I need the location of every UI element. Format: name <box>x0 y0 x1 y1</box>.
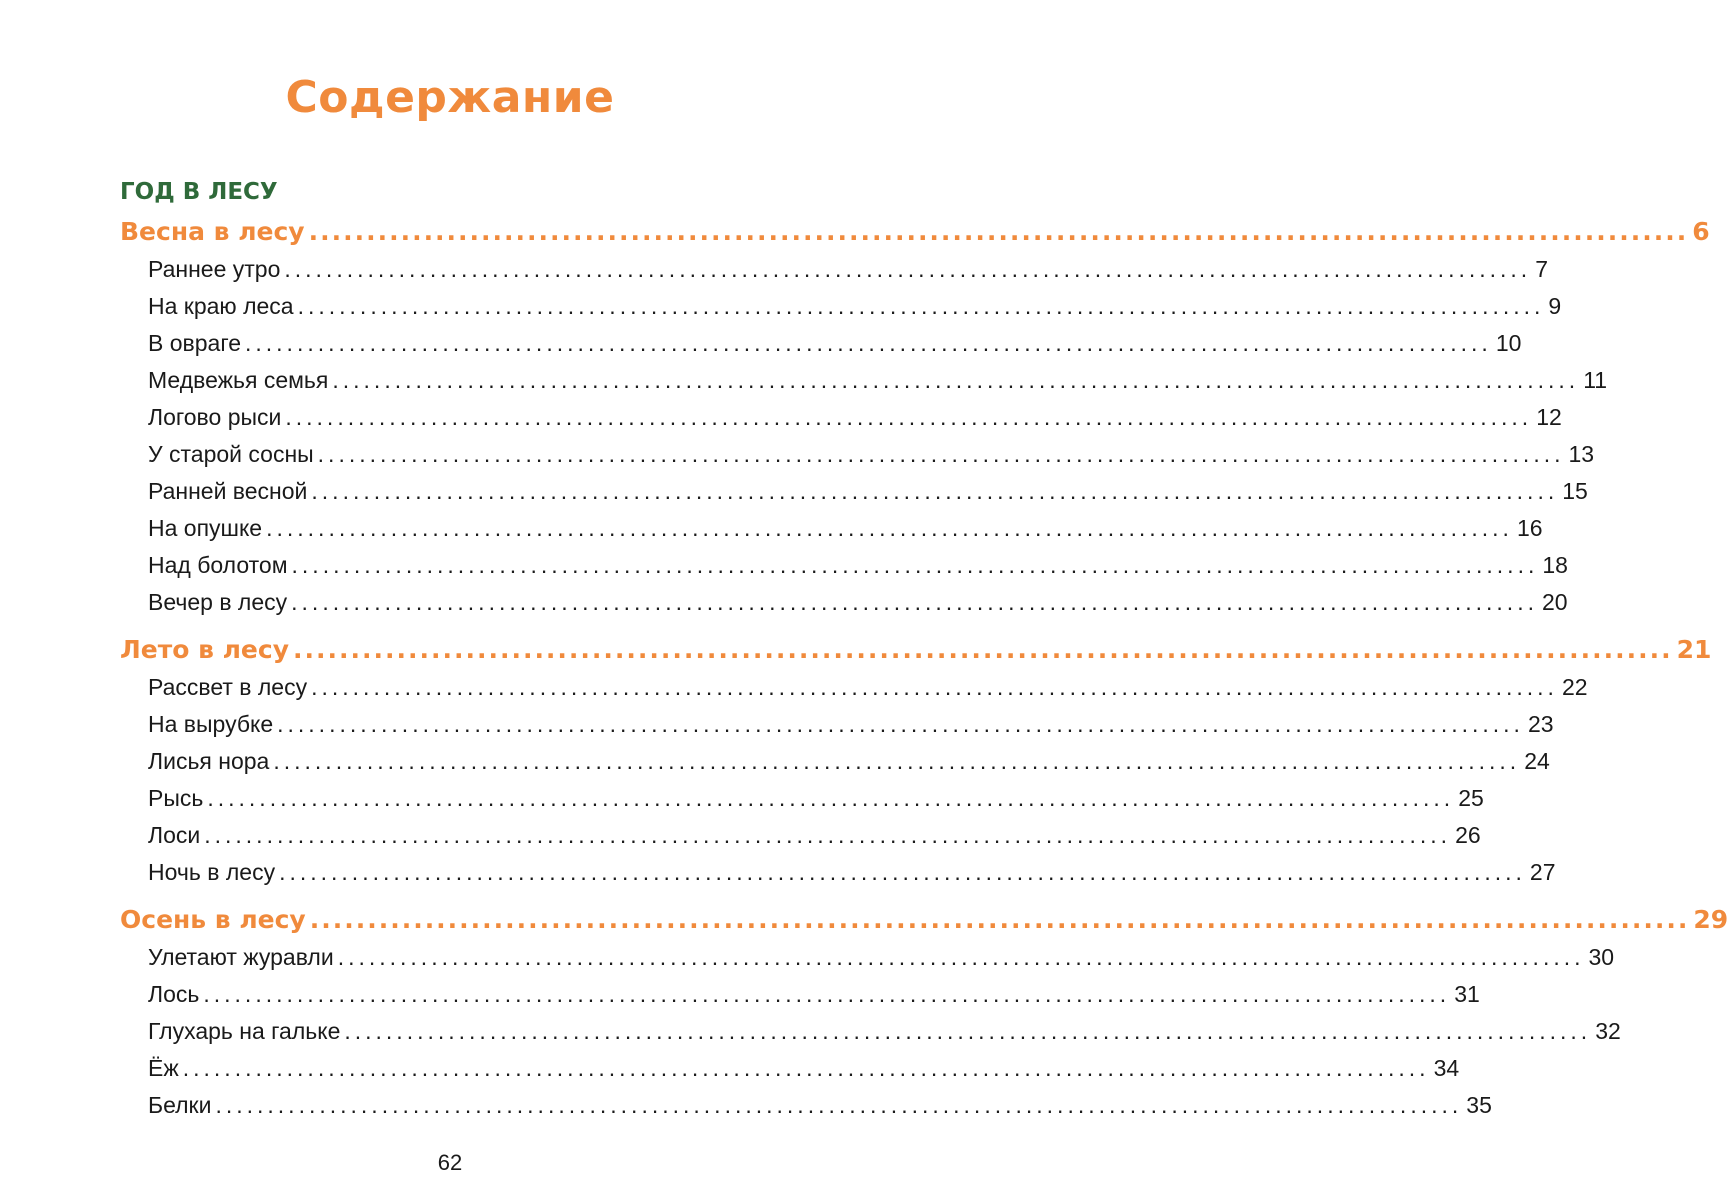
entry-page: 10 <box>1495 330 1522 356</box>
entry-title: У старой сосны <box>148 441 314 467</box>
dot-leader: ........................................................................................................................ <box>273 748 1521 774</box>
section-title: Осень в лесу <box>120 905 306 934</box>
dot-leader: ........................................................................................................................ <box>291 552 1539 578</box>
toc-entry[interactable] <box>120 436 1595 473</box>
dot-leader: ........................................................................................................................ <box>311 674 1558 700</box>
toc-entry[interactable] <box>120 706 1554 743</box>
toc-entry[interactable] <box>120 669 1588 706</box>
entry-title: Лоси <box>148 822 201 848</box>
dot-leader: ........................................................................................................................ <box>309 905 1690 934</box>
dot-leader: ........................................................................................................................ <box>277 711 1524 737</box>
entry-page: 34 <box>1433 1055 1460 1081</box>
entry-page: 20 <box>1541 589 1568 615</box>
entry-title: В овраге <box>148 330 241 356</box>
toc-entry[interactable] <box>120 743 1550 780</box>
entry-page: 13 <box>1568 441 1595 467</box>
entry-page: 11 <box>1583 367 1608 393</box>
entry-page: 30 <box>1588 944 1615 970</box>
toc-section-heading[interactable] <box>120 213 1710 251</box>
entry-title: Медвежья семья <box>148 367 329 393</box>
toc-entry[interactable] <box>120 854 1556 891</box>
dot-leader: ........................................................................................................................ <box>203 981 1451 1007</box>
page-number: 62 <box>437 1150 463 1175</box>
toc-entry[interactable] <box>120 288 1562 325</box>
entry-page: 23 <box>1527 711 1554 737</box>
entry-page: 12 <box>1536 404 1562 430</box>
entry-page: 22 <box>1561 674 1588 700</box>
toc-section-spring <box>120 213 1710 621</box>
entry-page: 18 <box>1542 552 1568 578</box>
toc-entry[interactable] <box>120 976 1480 1013</box>
dot-leader: ........................................................................................................................ <box>308 217 1689 246</box>
entry-title: Рысь <box>148 785 204 811</box>
toc-entry[interactable] <box>120 399 1562 436</box>
toc-entry[interactable] <box>120 362 1608 399</box>
toc-entry[interactable] <box>120 547 1568 584</box>
entry-page: 24 <box>1524 748 1550 774</box>
dot-leader: ........................................................................................................................ <box>215 1092 1463 1118</box>
toc-section-heading[interactable] <box>120 631 1712 669</box>
entry-title: Вечер в лесу <box>148 589 288 615</box>
dot-leader: ........................................................................................................................ <box>279 859 1526 885</box>
table-of-contents <box>120 213 1728 1124</box>
entry-title: На опушке <box>148 515 263 541</box>
dot-leader: ........................................................................................................................ <box>207 785 1455 811</box>
entry-title: Рассвет в лесу <box>148 674 308 700</box>
entry-title: Лось <box>148 981 200 1007</box>
entry-title: На краю леса <box>148 293 294 319</box>
toc-entry[interactable] <box>120 251 1548 288</box>
dot-leader: ........................................................................................................................ <box>311 478 1559 504</box>
page-title: Содержание <box>285 72 615 123</box>
entry-page: 27 <box>1529 859 1556 885</box>
section-page: 6 <box>1692 217 1710 246</box>
dot-leader: ........................................................................................................................ <box>291 589 1538 615</box>
entry-title: Ёж <box>148 1055 179 1081</box>
toc-entry[interactable] <box>120 510 1543 547</box>
toc-entry[interactable] <box>120 1050 1460 1087</box>
entry-title: Улетают журавли <box>148 944 334 970</box>
entry-page: 25 <box>1458 785 1484 811</box>
toc-entry[interactable] <box>120 939 1615 976</box>
toc-entry[interactable] <box>120 473 1588 510</box>
dot-leader: ........................................................................................................................ <box>285 404 1533 430</box>
section-page: 21 <box>1676 635 1712 664</box>
dot-leader: ........................................................................................................................ <box>332 367 1580 393</box>
entry-page: 16 <box>1516 515 1543 541</box>
section-title: Весна в лесу <box>120 217 305 246</box>
dot-leader: ........................................................................................................................ <box>317 441 1565 467</box>
entry-title: На вырубке <box>148 711 274 737</box>
dot-leader: ........................................................................................................................ <box>266 515 1513 541</box>
entry-page: 32 <box>1595 1018 1621 1044</box>
entry-page: 9 <box>1548 293 1562 319</box>
dot-leader: ........................................................................................................................ <box>245 330 1492 356</box>
entry-title: Логово рыси <box>148 404 282 430</box>
toc-entry[interactable] <box>120 1087 1492 1124</box>
dot-leader: ........................................................................................................................ <box>182 1055 1430 1081</box>
toc-entry[interactable] <box>120 817 1481 854</box>
dot-leader: ........................................................................................................................ <box>293 635 1673 664</box>
entry-title: Над болотом <box>148 552 288 578</box>
toc-entry[interactable] <box>120 780 1484 817</box>
entry-title: Ранней весной <box>148 478 308 504</box>
toc-section-summer <box>120 631 1712 891</box>
entry-title: Глухарь на гальке <box>148 1018 341 1044</box>
dot-leader: ........................................................................................................................ <box>284 256 1532 282</box>
section-title: Лето в лесу <box>120 635 289 664</box>
entry-title: Ночь в лесу <box>148 859 276 885</box>
entry-page: 26 <box>1455 822 1481 848</box>
section-page: 29 <box>1693 905 1728 934</box>
toc-entry[interactable] <box>120 325 1522 362</box>
entry-page: 7 <box>1535 256 1548 282</box>
toc-entry[interactable] <box>120 1013 1621 1050</box>
dot-leader: ........................................................................................................................ <box>337 944 1585 970</box>
entry-title: Лисья нора <box>148 748 270 774</box>
entry-page: 15 <box>1562 478 1588 504</box>
dot-leader: ........................................................................................................................ <box>204 822 1452 848</box>
entry-page: 35 <box>1466 1092 1492 1118</box>
dot-leader: ........................................................................................................................ <box>344 1018 1592 1044</box>
part-title: ГОД В ЛЕСУ <box>120 179 278 205</box>
toc-section-heading[interactable] <box>120 901 1728 939</box>
toc-entry[interactable] <box>120 584 1568 621</box>
dot-leader: ........................................................................................................................ <box>297 293 1545 319</box>
entry-page: 31 <box>1454 981 1480 1007</box>
entry-title: Белки <box>148 1092 212 1118</box>
entry-title: Раннее утро <box>148 256 281 282</box>
toc-section-autumn <box>120 901 1728 1124</box>
